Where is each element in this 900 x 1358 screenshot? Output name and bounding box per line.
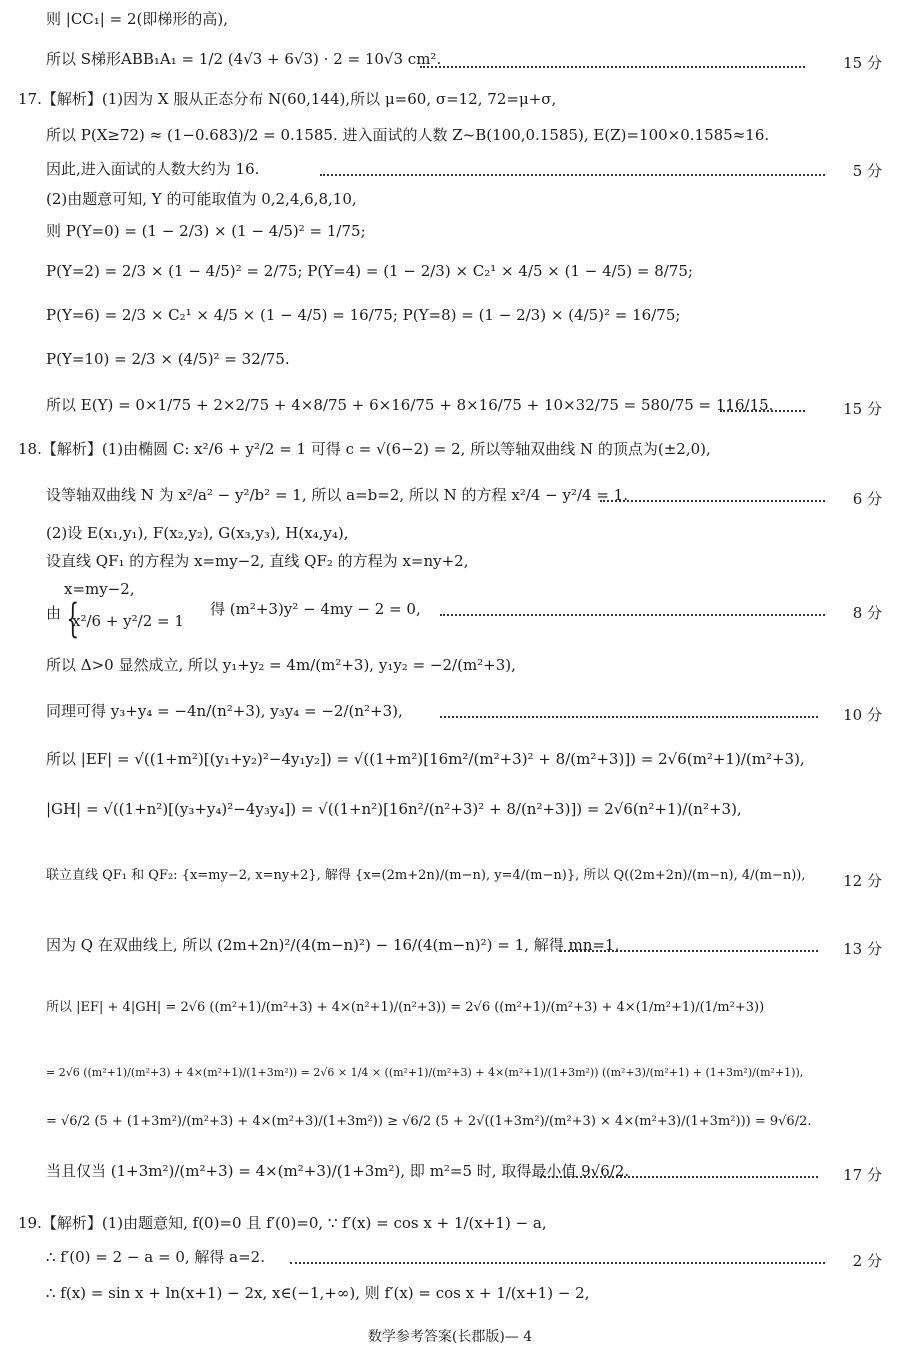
leader-dots [290,1262,825,1264]
formula-line: ∴ f(x) = sin x + ln(x+1) − 2x, x∈(−1,+∞), 则 f′(x) = cos x + 1/(x+1) − 2, [46,1284,590,1302]
text-line: ∴ f′(0) = 2 − a = 0, 解得 a=2. [46,1248,265,1266]
leader-dots [420,66,805,68]
text-line: 则 |CC₁| = 2(即梯形的高), [46,10,228,28]
system-line-2: x²/6 + y²/2 = 1 [72,612,184,630]
text-line: (2)设 E(x₁,y₁), F(x₂,y₂), G(x₃,y₃), H(x₄,y₄), [46,524,349,542]
formula-line: 所以 Δ>0 显然成立, 所以 y₁+y₂ = 4m/(m²+3), y₁y₂ = −2/(m²+3), [46,656,516,674]
brace-symbol: { [66,596,80,642]
formula-line: 所以 |EF| + 4|GH| = 2√6 ((m²+1)/(m²+3) + 4×(n²+1)/(n²+3)) = 2√6 ((m²+1)/(m²+3) + 4×(1/m²+1)/(1/m²+3)) [46,1000,765,1015]
system-line-1: x=my−2, [64,580,135,598]
formula-line: P(Y=10) = 2/3 × (4/5)² = 32/75. [46,350,290,368]
problem-19-start: 19.【解析】(1)由题意知, f(0)=0 且 f′(0)=0, ∵ f′(x) = cos x + 1/(x+1) − a, [18,1214,547,1232]
text-line: 所以 P(X≥72) ≈ (1−0.683)/2 = 0.1585. 进入面试的人数 Z~B(100,0.1585), E(Z)=100×0.1585≈16. [46,126,770,144]
score-mark: 17 分 [843,1166,882,1184]
leader-dots [440,716,818,718]
formula-line: 则 P(Y=0) = (1 − 2/3) × (1 − 4/5)² = 1/75; [46,222,366,240]
leader-dots [320,174,825,176]
text-line: (2)由题意可知, Y 的可能取值为 0,2,4,6,8,10, [46,190,357,208]
leader-dots [560,950,818,952]
formula-line: 联立直线 QF₁ 和 QF₂: {x=my−2, x=ny+2}, 解得 {x=(2m+2n)/(m−n), y=4/(m−n)}, 所以 Q((2m+2n)/(m−n), 4/(m−n)), [46,868,806,883]
page-footer: 数学参考答案(长郡版)— 4 [367,1329,533,1345]
formula-line: 得 (m²+3)y² − 4my − 2 = 0, [210,600,421,618]
formula-line: 因为 Q 在双曲线上, 所以 (2m+2n)²/(4(m−n)²) − 16/(4(m−n)²) = 1, 解得 mn=1, [46,936,620,954]
system-brace-label: 由 [46,604,62,622]
formula-line: = √6/2 (5 + (1+3m²)/(m²+3) + 4×(m²+3)/(1+3m²)) ≥ √6/2 (5 + 2√((1+3m²)/(m²+3) × 4×(m²+3)/(1+3m²))) = 9√6/2. [46,1114,812,1129]
formula-line: 设等轴双曲线 N 为 x²/a² − y²/b² = 1, 所以 a=b=2, 所以 N 的方程 x²/4 − y²/4 = 1. [46,486,628,504]
leader-dots [440,614,825,616]
leader-dots [540,1176,818,1178]
score-mark: 15 分 [843,400,882,418]
score-mark: 10 分 [843,706,882,724]
score-mark: 15 分 [843,54,882,72]
leader-dots [720,410,805,412]
text-line: 设直线 QF₁ 的方程为 x=my−2, 直线 QF₂ 的方程为 x=ny+2, [46,552,469,570]
score-mark: 8 分 [852,604,882,622]
formula-line: |GH| = √((1+n²)[(y₃+y₄)²−4y₃y₄]) = √((1+n²)[16n²/(n²+3)² + 8/(n²+3)]) = 2√6(n²+1)/(n²+3), [46,800,742,818]
formula-line: 当且仅当 (1+3m²)/(m²+3) = 4×(m²+3)/(1+3m²), 即 m²=5 时, 取得最小值 9√6/2. [46,1162,630,1180]
score-mark: 6 分 [852,490,882,508]
problem-17-start: 17.【解析】(1)因为 X 服从正态分布 N(60,144),所以 μ=60, σ=12, 72=μ+σ, [18,90,557,108]
formula-line: = 2√6 ((m²+1)/(m²+3) + 4×(m²+1)/(1+3m²)) = 2√6 × 1/4 × ((m²+1)/(m²+3) + 4×(m²+1)/(1+3m²)) ((m²+3)/(m²+1) + (1+3m²)/(m²+1)), [46,1066,804,1079]
formula-line: P(Y=2) = 2/3 × (1 − 4/5)² = 2/75; P(Y=4) = (1 − 2/3) × C₂¹ × 4/5 × (1 − 4/5) = 8/75; [46,262,693,280]
formula-line: 同理可得 y₃+y₄ = −4n/(n²+3), y₃y₄ = −2/(n²+3), [46,702,403,720]
score-mark: 13 分 [843,940,882,958]
leader-dots [600,500,825,502]
formula-line: 所以 |EF| = √((1+m²)[(y₁+y₂)²−4y₁y₂]) = √((1+m²)[16m²/(m²+3)² + 8/(m²+3)]) = 2√6(m²+1)/(m²+3), [46,750,805,768]
formula-line: 所以 E(Y) = 0×1/75 + 2×2/75 + 4×8/75 + 6×16/75 + 8×16/75 + 10×32/75 = 580/75 = 116/15. [46,396,774,414]
score-mark: 12 分 [843,872,882,890]
text-line: 因此,进入面试的人数大约为 16. [46,160,260,178]
score-mark: 5 分 [852,162,882,180]
text-line: 所以 S梯形ABB₁A₁ = 1/2 (4√3 + 6√3) · 2 = 10√3 cm². [46,50,442,68]
formula-line: P(Y=6) = 2/3 × C₂¹ × 4/5 × (1 − 4/5) = 16/75; P(Y=8) = (1 − 2/3) × (4/5)² = 16/75; [46,306,681,324]
problem-18-start: 18.【解析】(1)由椭圆 C: x²/6 + y²/2 = 1 可得 c = √(6−2) = 2, 所以等轴双曲线 N 的顶点为(±2,0), [18,440,711,458]
score-mark: 2 分 [852,1252,882,1270]
